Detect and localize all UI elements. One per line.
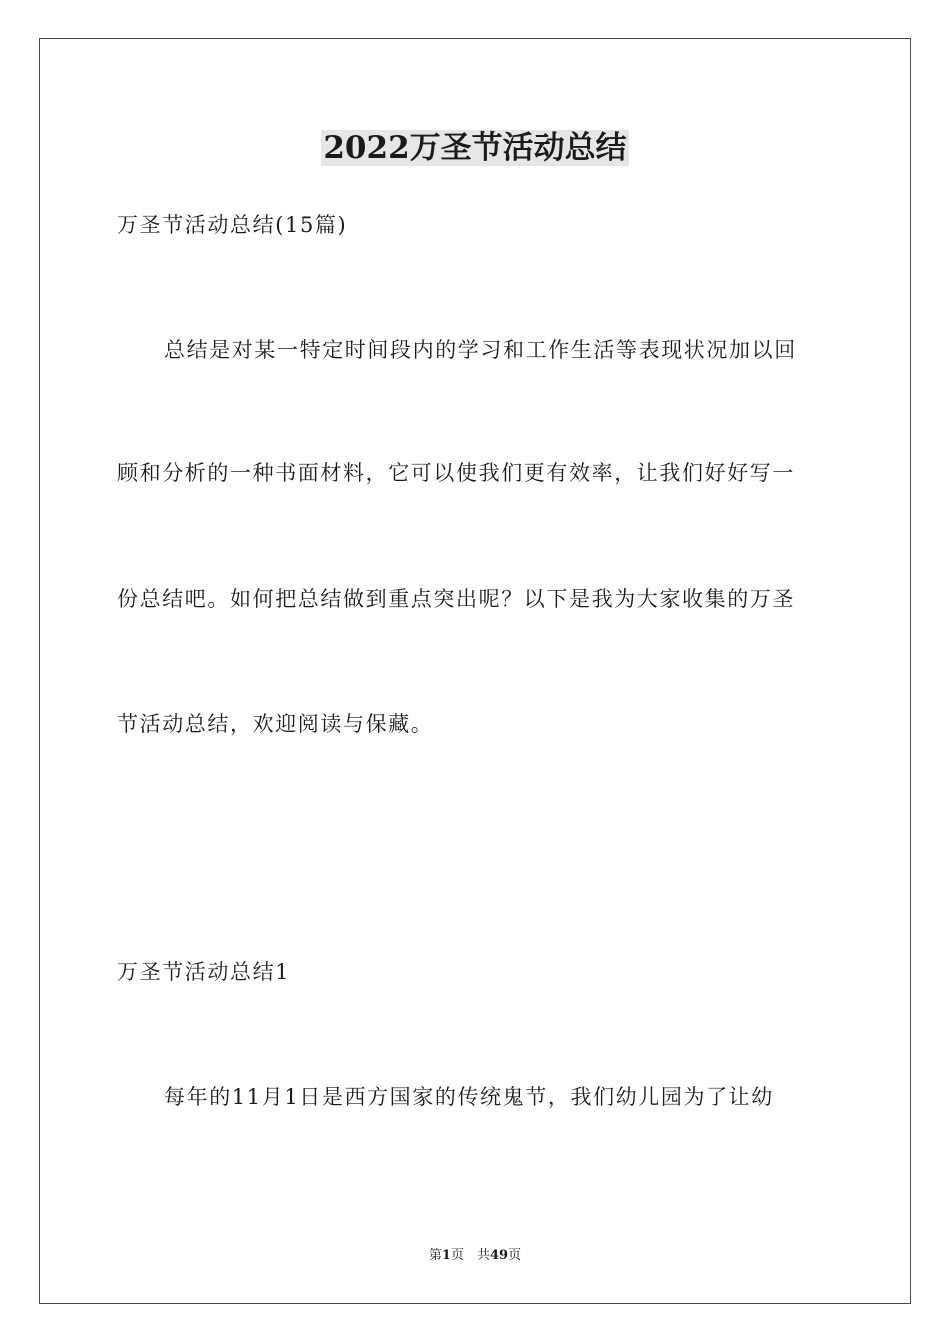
section-line-1: 每年的11月1日是西方国家的传统鬼节，我们幼儿园为了让幼 [164,1085,774,1109]
document-title [0,128,950,168]
footer-prefix: 第 [428,1248,442,1263]
intro-line-4: 节活动总结，欢迎阅读与保藏。 [117,712,434,736]
intro-line-1: 总结是对某一特定时间段内的学习和工作生活等表现状况加以回 [164,338,797,362]
subtitle: 万圣节活动总结(15篇) [117,213,348,237]
section-heading: 万圣节活动总结1 [117,960,291,984]
footer-page-number: 1 [441,1248,451,1263]
page-footer [0,1247,950,1265]
footer-total-pages: 49 [489,1248,509,1263]
document-title-text: 2022万圣节活动总结 [323,130,627,166]
footer-mid: 页 共 [450,1248,490,1263]
intro-line-2: 顾和分析的一种书面材料，它可以使我们更有效率，让我们好好写一 [117,461,795,485]
intro-line-3: 份总结吧。如何把总结做到重点突出呢？以下是我为大家收集的万圣 [117,587,795,611]
footer-suffix: 页 [508,1248,522,1263]
